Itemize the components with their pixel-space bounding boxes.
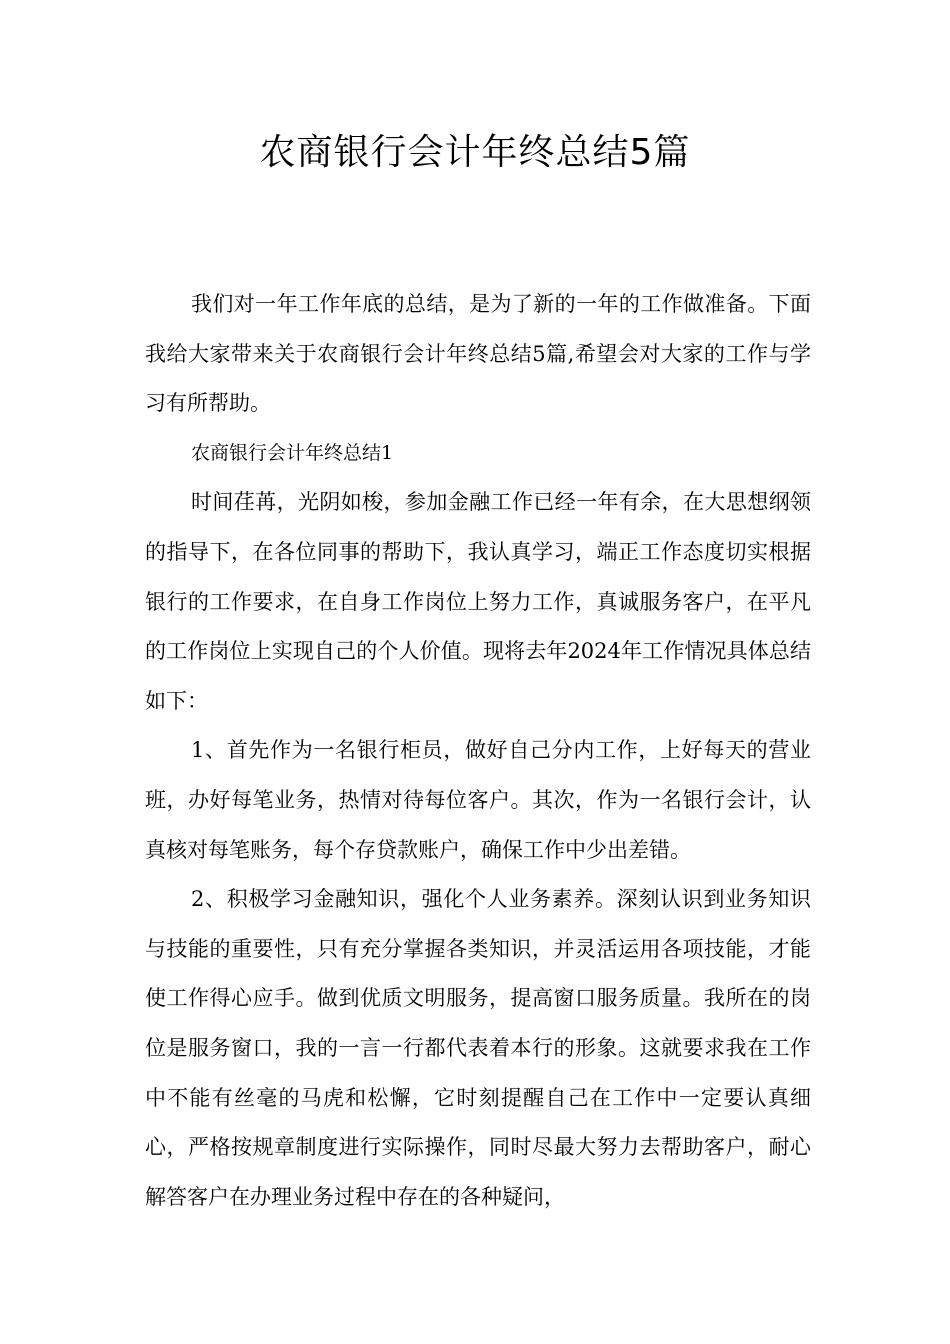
body-paragraph-1: 时间荏苒，光阴如梭，参加金融工作已经一年有余，在大思想纲领的指导下，在各位同事的帮助下，我认真学习，端正工作态度切实根据银行的工作要求，在自身工作岗位上努力工作，真诚服务客户，在平凡的工作岗位上实现自己的个人价值。现将去年2024年工作情况具体总结如下： [145,490,811,713]
document-body [145,280,811,1222]
document-title: 农商银行会计年终总结5篇 [259,132,691,173]
section-heading: 农商银行会计年终总结1 [191,441,394,464]
body-paragraph-2: 1、首先作为一名银行柜员，做好自己分内工作，上好每天的营业班，办好每笔业务，热情对待每位客户。其次，作为一名银行会计，认真核对每笔账务，每个存贷款账户，确保工作中少出差错。 [145,738,811,862]
body-paragraph-3: 2、积极学习金融知识，强化个人业务素养。深刻认识到业务知识与技能的重要性，只有充分掌握各类知识，并灵活运用各项技能，才能使工作得心应手。做到优质文明服务，提高窗口服务质量。我所在的岗位是服务窗口，我的一言一行都代表着本行的形象。这就要求我在工作中不能有丝毫的马虎和松懈，它时刻提醒自己在工作中一定要认真细心，严格按规章制度进行实际操作，同时尽最大努力去帮助客户，耐心解答客户在办理业务过程中存在的各种疑问， [145,887,811,1209]
intro-paragraph: 我们对一年工作年底的总结，是为了新的一年的工作做准备。下面我给大家带来关于农商银行会计年终总结5篇,希望会对大家的工作与学习有所帮助。 [145,292,811,416]
